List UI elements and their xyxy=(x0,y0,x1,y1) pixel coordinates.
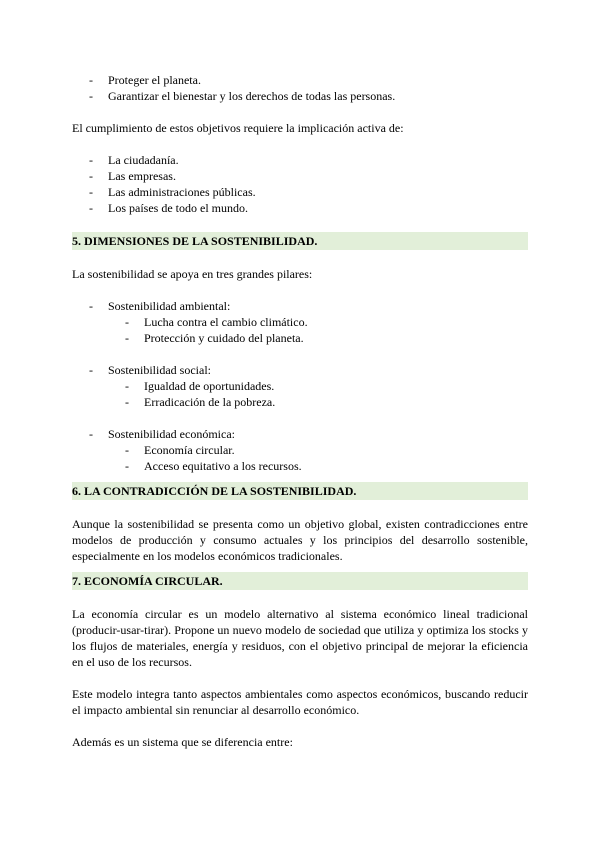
pillar-sub-list xyxy=(108,314,528,346)
list-item: - Los países de todo el mundo. xyxy=(72,200,528,216)
pillar-sub-list xyxy=(108,442,528,474)
pillar-label: Sostenibilidad económica: xyxy=(108,427,235,441)
list-item: - Las empresas. xyxy=(72,168,528,184)
pillar-label: Sostenibilidad social: xyxy=(108,363,211,377)
list-item: - Acceso equitativo a los recursos. xyxy=(108,458,528,474)
list-item: - Proteger el planeta. xyxy=(72,72,528,88)
section-7-heading: 7. ECONOMÍA CIRCULAR. xyxy=(72,572,528,590)
pillar-sub-list xyxy=(108,378,528,410)
pillars-list-2 xyxy=(72,362,528,410)
implicacion-paragraph: El cumplimiento de estos objetivos requiere la implicación activa de: xyxy=(72,121,404,135)
list-item: - Lucha contra el cambio climático. xyxy=(108,314,528,330)
section-7-paragraph-1: La economía circular es un modelo alternativo al sistema económico lineal tradicional (producir-usar-tirar). Propone un nuevo modelo de sociedad que utiliza y optimiza los stocks y los flujos de materiales, energía y residuos, con el objetivo principal de mejorar la eficiencia en el uso de los recursos. xyxy=(72,607,528,669)
list-item: - Protección y cuidado del planeta. xyxy=(108,330,528,346)
pillar-economica xyxy=(72,426,528,474)
list-item: - Las administraciones públicas. xyxy=(72,184,528,200)
section-6-heading: 6. LA CONTRADICCIÓN DE LA SOSTENIBILIDAD. xyxy=(72,482,528,500)
section-5-intro: La sostenibilidad se apoya en tres grandes pilares: xyxy=(72,267,313,281)
pillar-label: Sostenibilidad ambiental: xyxy=(108,299,231,313)
list-item: - Igualdad de oportunidades. xyxy=(108,378,528,394)
page-content xyxy=(72,72,528,750)
section-7-paragraph-2: Este modelo integra tanto aspectos ambientales como aspectos económicos, buscando reducir el impacto ambiental sin renunciar al desarrollo económico. xyxy=(72,687,528,717)
pillars-list-3 xyxy=(72,426,528,474)
section-5-heading: 5. DIMENSIONES DE LA SOSTENIBILIDAD. xyxy=(72,232,528,250)
list-item: - La ciudadanía. xyxy=(72,152,528,168)
pillar-ambiental xyxy=(72,298,528,346)
section-7-paragraph-3: Además es un sistema que se diferencia entre: xyxy=(72,735,293,749)
implicacion-bullet-list xyxy=(72,152,528,216)
list-item: - Erradicación de la pobreza. xyxy=(108,394,528,410)
pillars-list xyxy=(72,298,528,346)
list-item: - Garantizar el bienestar y los derechos de todas las personas. xyxy=(72,88,528,104)
intro-bullet-list xyxy=(72,72,528,104)
section-6-paragraph: Aunque la sostenibilidad se presenta como un objetivo global, existen contradicciones entre modelos de producción y consumo actuales y los principios del desarrollo sostenible, especialmente en los modelos económicos tradicionales. xyxy=(72,517,528,563)
list-item: - Economía circular. xyxy=(108,442,528,458)
pillar-social xyxy=(72,362,528,410)
